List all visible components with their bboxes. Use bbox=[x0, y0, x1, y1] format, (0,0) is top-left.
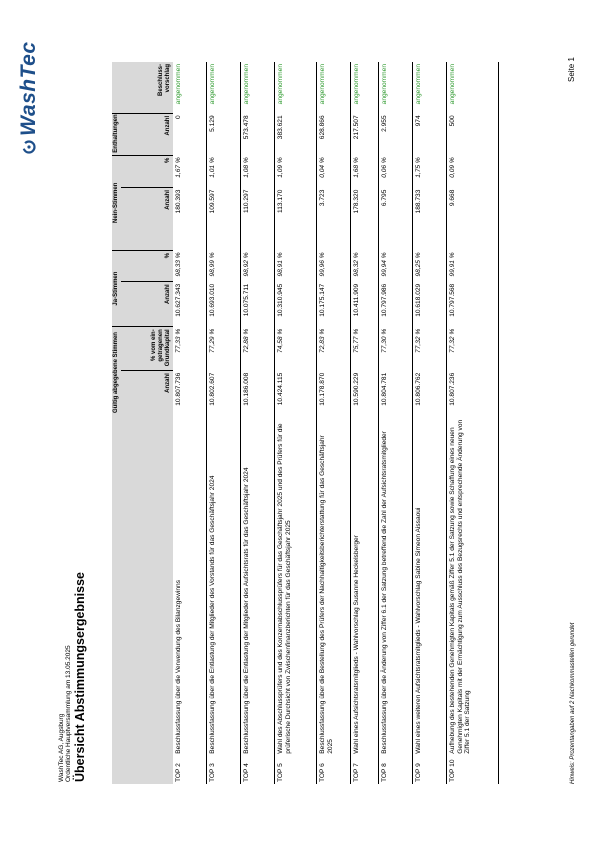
valid-votes-count: 10.807.736 bbox=[173, 371, 207, 418]
yes-votes-pct: 98,32 % bbox=[351, 250, 379, 281]
header-no-pct: % bbox=[121, 155, 173, 187]
header-no-votes: Nein-Stimmen bbox=[112, 155, 121, 250]
yes-votes-pct: 98,91 % bbox=[275, 250, 317, 281]
valid-votes-share-capital: 74,58 % bbox=[275, 327, 317, 371]
yes-votes-count: 10.797.568 bbox=[447, 282, 499, 327]
valid-votes-share-capital: 77,30 % bbox=[379, 327, 413, 371]
meeting-info: Ordentliche Hauptversammlung am 13.05.2025 bbox=[65, 645, 72, 782]
table-row bbox=[413, 62, 447, 784]
header-yes-count: Anzahl bbox=[121, 282, 173, 327]
no-votes-count: 9.668 bbox=[447, 188, 499, 251]
no-votes-pct: 1,08 % bbox=[241, 155, 275, 187]
header-no-count: Anzahl bbox=[121, 188, 173, 251]
no-votes-pct: 0,06 % bbox=[379, 155, 413, 187]
abstentions-count: 0 bbox=[173, 113, 207, 155]
valid-votes-share-capital: 75,77 % bbox=[351, 327, 379, 371]
yes-votes-pct: 99,94 % bbox=[379, 250, 413, 281]
agenda-item: TOP 2 bbox=[173, 756, 207, 784]
header-top-empty bbox=[112, 756, 173, 784]
resolution-status: angenommen bbox=[275, 62, 317, 113]
valid-votes-share-capital: 72,83 % bbox=[317, 327, 351, 371]
resolution-status: angenommen bbox=[351, 62, 379, 113]
header-abstentions: Enthaltungen bbox=[112, 113, 121, 155]
table-row bbox=[241, 62, 275, 784]
resolution-status: angenommen bbox=[317, 62, 351, 113]
table-row bbox=[275, 62, 317, 784]
no-votes-count: 110.297 bbox=[241, 188, 275, 251]
header-yes-votes: Ja-Stimmen bbox=[112, 250, 121, 326]
item-description: Beschlussfassung über die Änderung von Ziffer 6.1 der Satzung betreffend die Zahl der Aufsichtsratsmitglieder bbox=[379, 418, 413, 756]
no-votes-count: 3.723 bbox=[317, 188, 351, 251]
logo-wordmark: WashTec bbox=[17, 41, 40, 136]
agenda-item: TOP 3 bbox=[207, 756, 241, 784]
no-votes-count: 109.597 bbox=[207, 188, 241, 251]
header-valid-votes: Gültig abgegebene Stimmen bbox=[112, 327, 121, 418]
abstentions-count: 2.955 bbox=[379, 113, 413, 155]
no-votes-count: 6.795 bbox=[379, 188, 413, 251]
header-resolution-proposal: Beschluss-vorschlag bbox=[112, 62, 173, 113]
agenda-item: TOP 9 bbox=[413, 756, 447, 784]
resolution-status: angenommen bbox=[413, 62, 447, 113]
item-description: Beschlussfassung über die Entlastung der Mitglieder des Aufsichtsrats für das Geschäftsjahr 2024 bbox=[241, 418, 275, 756]
item-description: Beschlussfassung über die Bestellung des Prüfers der Nachhaltigkeitsberichterstattung für das Geschäftsjahr 2025 bbox=[317, 418, 351, 756]
yes-votes-count: 10.310.945 bbox=[275, 282, 317, 327]
valid-votes-share-capital: 72,88 % bbox=[241, 327, 275, 371]
yes-votes-pct: 99,91 % bbox=[447, 250, 499, 281]
rounding-hint: Hinweis: Prozentangaben auf 2 Nachkommastellen gerundet bbox=[570, 622, 576, 784]
yes-votes-count: 10.693.010 bbox=[207, 282, 241, 327]
table-row bbox=[379, 62, 413, 784]
yes-votes-pct: 98,99 % bbox=[207, 250, 241, 281]
valid-votes-share-capital: 77,32 % bbox=[413, 327, 447, 371]
logo-mark-icon bbox=[22, 140, 36, 154]
company-name: WashTec AG, Augsburg bbox=[58, 713, 65, 782]
header-yes-pct: % bbox=[121, 250, 173, 281]
yes-votes-count: 10.797.986 bbox=[379, 282, 413, 327]
yes-votes-count: 10.627.343 bbox=[173, 282, 207, 327]
valid-votes-count: 10.186.008 bbox=[241, 371, 275, 418]
agenda-item: TOP 7 bbox=[351, 756, 379, 784]
table-row bbox=[207, 62, 241, 784]
valid-votes-share-capital: 77,33 % bbox=[173, 327, 207, 371]
valid-votes-share-capital: 77,32 % bbox=[447, 327, 499, 371]
item-description: Wahl eines weiteren Aufsichtsratsmitglieds - Wahlvorschlag Sabine Simeon Aissaoui bbox=[413, 418, 447, 756]
abstentions-count: 217.507 bbox=[351, 113, 379, 155]
no-votes-pct: 0,09 % bbox=[447, 155, 499, 187]
header-desc-empty bbox=[112, 418, 173, 756]
no-votes-count: 180.393 bbox=[173, 188, 207, 251]
valid-votes-count: 10.806.762 bbox=[413, 371, 447, 418]
abstentions-count: 500 bbox=[447, 113, 499, 155]
agenda-item: TOP 10 bbox=[447, 756, 499, 784]
no-votes-pct: 1,68 % bbox=[351, 155, 379, 187]
item-description: Beschlussfassung über die Verwendung des Bilanzgewinns bbox=[173, 418, 207, 756]
table-row bbox=[173, 62, 207, 784]
header-abstain-count: Anzahl bbox=[121, 113, 173, 155]
yes-votes-count: 10.618.029 bbox=[413, 282, 447, 327]
yes-votes-pct: 99,96 % bbox=[317, 250, 351, 281]
resolution-status: angenommen bbox=[207, 62, 241, 113]
valid-votes-count: 10.590.229 bbox=[351, 371, 379, 418]
abstentions-count: 573.478 bbox=[241, 113, 275, 155]
yes-votes-count: 10.411.909 bbox=[351, 282, 379, 327]
agenda-item: TOP 8 bbox=[379, 756, 413, 784]
resolution-status: angenommen bbox=[379, 62, 413, 113]
table-row bbox=[351, 62, 379, 784]
washtec-logo bbox=[17, 41, 41, 154]
header-valid-count: Anzahl bbox=[121, 371, 173, 418]
resolution-status: angenommen bbox=[173, 62, 207, 113]
agenda-item: TOP 4 bbox=[241, 756, 275, 784]
no-votes-count: 113.170 bbox=[275, 188, 317, 251]
no-votes-pct: 0,04 % bbox=[317, 155, 351, 187]
valid-votes-count: 10.178.870 bbox=[317, 371, 351, 418]
header-valid-share-capital: % vom ein-getragenen Grundkapital bbox=[121, 327, 173, 371]
item-description: Wahl des Abschlussprüfers und des Konzernabschlussprüfers für das Geschäftsjahr 2025 und des Prüfers für die prüferische Durchsicht von Zwischenfinanzberichten für das Geschäftsjahr 2025 bbox=[275, 418, 317, 756]
resolution-status: angenommen bbox=[241, 62, 275, 113]
item-description: Wahl eines Aufsichtsratsmitglieds - Wahlvorschlag Susanne Heckelsberger bbox=[351, 418, 379, 756]
item-description: Beschlussfassung über die Entlastung der Mitglieder des Vorstands für das Geschäftsjahr 2024 bbox=[207, 418, 241, 756]
abstentions-count: 974 bbox=[413, 113, 447, 155]
item-description: Aufhebung des bestehenden Genehmigten Kapitals gemäß Ziffer 5.1 der Satzung sowie Schaffung eines neuen Genehmigten Kapitals mit der Ermächtigung zum Ausschluss des Bezugsrechts und entsprechende Änderung von Ziffer 5.1 der Satzung bbox=[447, 418, 499, 756]
valid-votes-count: 10.424.115 bbox=[275, 371, 317, 418]
valid-votes-count: 10.802.607 bbox=[207, 371, 241, 418]
resolution-status: angenommen bbox=[447, 62, 499, 113]
valid-votes-count: 10.807.236 bbox=[447, 371, 499, 418]
yes-votes-count: 10.175.147 bbox=[317, 282, 351, 327]
agenda-item: TOP 5 bbox=[275, 756, 317, 784]
no-votes-pct: 1,01 % bbox=[207, 155, 241, 187]
table-row bbox=[447, 62, 499, 784]
agenda-item: TOP 6 bbox=[317, 756, 351, 784]
page-number: Seite 1 bbox=[567, 57, 576, 82]
abstentions-count: 5.129 bbox=[207, 113, 241, 155]
valid-votes-count: 10.804.781 bbox=[379, 371, 413, 418]
table-row bbox=[317, 62, 351, 784]
abstentions-count: 383.621 bbox=[275, 113, 317, 155]
valid-votes-share-capital: 77,29 % bbox=[207, 327, 241, 371]
no-votes-pct: 1,75 % bbox=[413, 155, 447, 187]
no-votes-pct: 1,09 % bbox=[275, 155, 317, 187]
yes-votes-pct: 98,92 % bbox=[241, 250, 275, 281]
yes-votes-pct: 98,33 % bbox=[173, 250, 207, 281]
page-title: Übersicht Abstimmungsergebnisse bbox=[73, 571, 87, 782]
no-votes-count: 188.733 bbox=[413, 188, 447, 251]
voting-results-table bbox=[112, 62, 499, 784]
no-votes-count: 178.320 bbox=[351, 188, 379, 251]
yes-votes-pct: 98,25 % bbox=[413, 250, 447, 281]
no-votes-pct: 1,67 % bbox=[173, 155, 207, 187]
abstentions-count: 628.866 bbox=[317, 113, 351, 155]
yes-votes-count: 10.075.711 bbox=[241, 282, 275, 327]
